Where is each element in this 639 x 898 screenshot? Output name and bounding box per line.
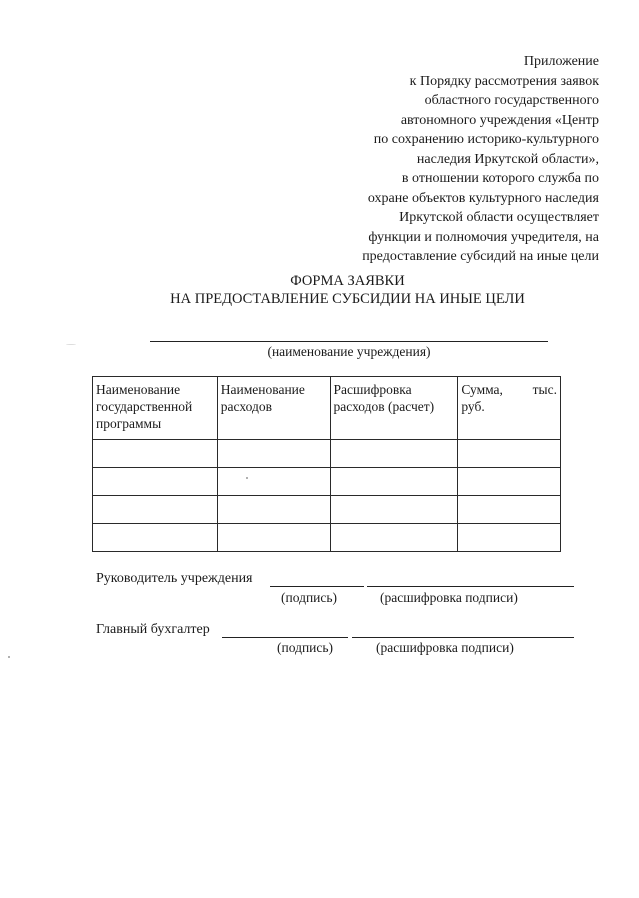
header-amount xyxy=(458,377,561,440)
appendix-line: наследия Иркутской области», xyxy=(416,151,599,167)
accountant-decode-caption: (расшифровка подписи) xyxy=(376,640,514,655)
form-title-line2: НА ПРЕДОСТАВЛЕНИЕ СУБСИДИИ НА ИНЫЕ ЦЕЛИ xyxy=(170,291,525,307)
table-cell[interactable] xyxy=(330,468,458,496)
header-expense-name: Наименование расходов xyxy=(217,377,330,440)
table-row xyxy=(93,496,561,524)
table-cell[interactable] xyxy=(93,440,218,468)
institution-name-field[interactable] xyxy=(150,341,548,342)
table-cell[interactable] xyxy=(330,496,458,524)
header-amount-label: Сумма, xyxy=(461,382,503,397)
appendix-line: функции и полномочия учредителя, на xyxy=(368,229,599,245)
appendix-line: охране объектов культурного наследия xyxy=(367,190,599,206)
form-title-line1: ФОРМА ЗАЯВКИ xyxy=(290,273,405,289)
head-decode-caption: (расшифровка подписи) xyxy=(380,590,518,605)
scan-speck xyxy=(246,477,248,479)
appendix-line: в отношении которого служба по xyxy=(401,171,599,186)
table-cell[interactable] xyxy=(330,440,458,468)
table-header-row xyxy=(93,377,561,440)
table-cell[interactable] xyxy=(217,468,330,496)
head-signature-decode-field[interactable] xyxy=(367,586,574,587)
table-cell[interactable] xyxy=(458,440,561,468)
table-row xyxy=(93,468,561,496)
table-cell[interactable] xyxy=(458,524,561,552)
appendix-line: Приложение xyxy=(523,54,599,69)
appendix-line: автономного учреждения «Центр xyxy=(400,112,599,128)
table-cell[interactable] xyxy=(93,496,218,524)
scan-speck xyxy=(66,344,76,345)
table-cell[interactable] xyxy=(93,468,218,496)
accountant-signature-caption: (подпись) xyxy=(277,640,334,655)
table-cell[interactable] xyxy=(458,496,561,524)
table-row xyxy=(93,524,561,552)
head-signature-caption: (подпись) xyxy=(281,590,338,605)
appendix-line: по сохранению историко-культурного xyxy=(373,132,599,147)
table-cell[interactable] xyxy=(217,496,330,524)
table-row xyxy=(93,440,561,468)
accountant-signature-label: Главный бухгалтер xyxy=(96,622,210,637)
appendix-line: Иркутской области осуществляет xyxy=(399,210,599,225)
head-signature-field[interactable] xyxy=(270,586,364,587)
table-cell[interactable] xyxy=(93,524,218,552)
header-expense-breakdown: Расшифровка расходов (расчет) xyxy=(330,377,458,440)
form-title xyxy=(0,272,639,308)
table-cell[interactable] xyxy=(330,524,458,552)
head-signature-label: Руководитель учреждения xyxy=(96,571,253,586)
appendix-line: предоставление субсидий на иные цели xyxy=(362,249,599,264)
table-cell[interactable] xyxy=(217,440,330,468)
appendix-block xyxy=(309,52,599,267)
scan-speck xyxy=(8,656,10,658)
header-amount-unit: тыс. xyxy=(532,382,557,397)
accountant-signature-decode-field[interactable] xyxy=(352,637,574,638)
table-cell[interactable] xyxy=(458,468,561,496)
appendix-line: к Порядку рассмотрения заявок xyxy=(409,73,599,89)
header-amount-currency: руб. xyxy=(461,399,485,414)
institution-caption: (наименование учреждения) xyxy=(267,344,431,359)
table-cell[interactable] xyxy=(217,524,330,552)
accountant-signature-field[interactable] xyxy=(222,637,348,638)
appendix-line: областного государственного xyxy=(424,93,599,108)
expenses-table xyxy=(92,376,561,552)
header-program: Наименование государственной программы xyxy=(93,377,218,440)
